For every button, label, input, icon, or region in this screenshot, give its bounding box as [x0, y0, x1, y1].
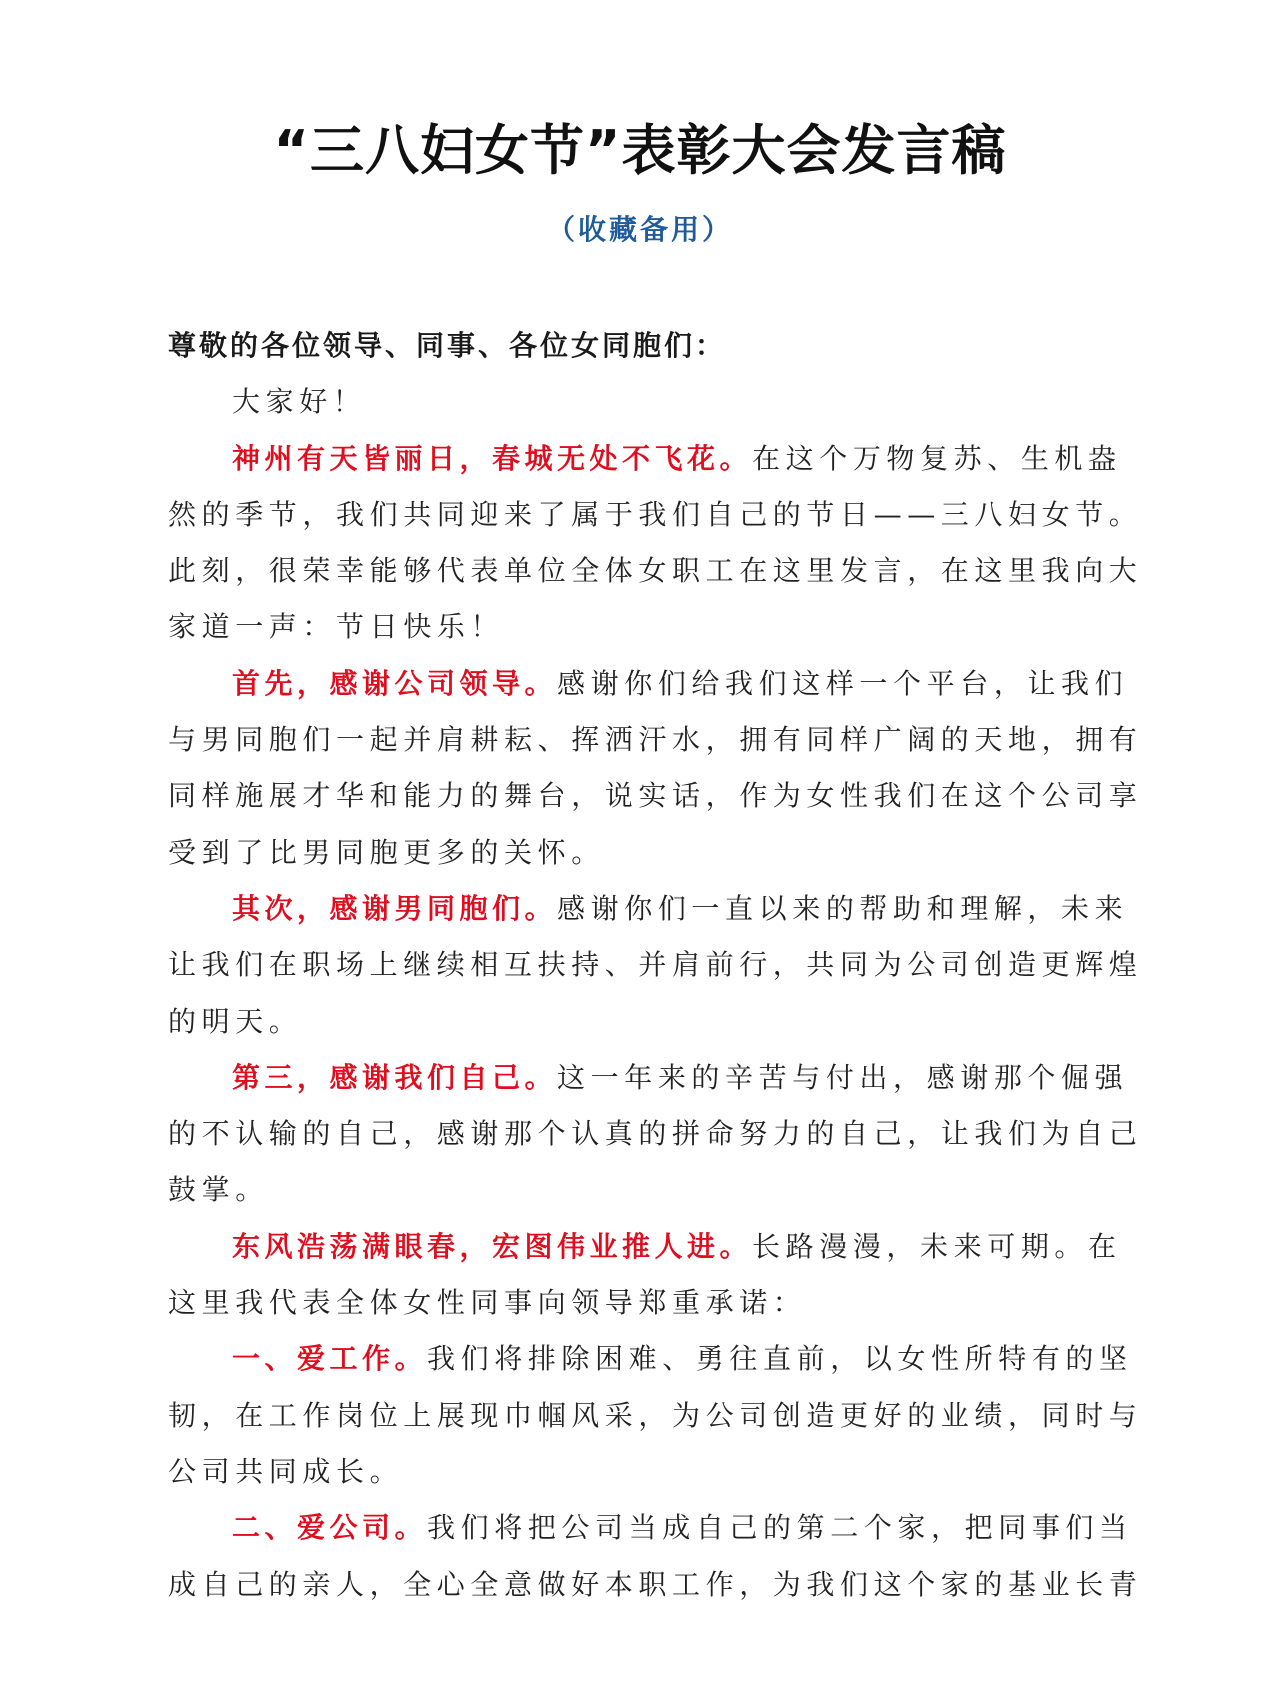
salutation: 尊敬的各位领导、同事、各位女同胞们：	[168, 329, 727, 362]
text-line	[168, 712, 1143, 768]
highlight-heading: 其次，感谢男同胞们。	[232, 891, 558, 925]
highlight-heading: 一、爱工作。	[232, 1342, 428, 1376]
body-text: 我们将排除困难、勇往直前，以女性所特有的坚	[427, 1342, 1133, 1376]
body-text: 成自己的亲人，全心全意做好本职工作，为我们这个家的基业长青	[168, 1567, 1143, 1601]
text-line	[168, 1500, 1133, 1556]
body-text: 韧，在工作岗位上展现巾帼风采，为公司创造更好的业绩，同时与	[168, 1398, 1143, 1432]
body-text: 家道一声：节日快乐！	[168, 610, 505, 644]
text-line	[168, 1106, 1143, 1162]
text-line	[168, 431, 1122, 487]
text-line	[168, 937, 1143, 993]
body-text: 鼓掌。	[168, 1173, 269, 1207]
body-text: 感谢你们一直以来的帮助和理解，未来	[557, 891, 1129, 925]
text-line	[168, 881, 1129, 937]
body-text: 然的季节，我们共同迎来了属于我们自己的节日——三八妇女节。	[168, 497, 1143, 531]
text-line	[168, 543, 1143, 599]
text-line	[168, 599, 1118, 655]
highlight-heading: 神州有天皆丽日，春城无处不飞花。	[232, 441, 753, 475]
text-line	[168, 1557, 1143, 1613]
text-line	[168, 1219, 1122, 1275]
body-text: 受到了比男同胞更多的关怀。	[168, 835, 605, 869]
body-text: 大家好！	[232, 385, 367, 419]
body-text: 这里我代表全体女性同事向领导郑重承诺：	[168, 1286, 807, 1320]
body-text: 长路漫漫，未来可期。在	[752, 1229, 1122, 1263]
body-text: 让我们在职场上继续相互扶持、并肩前行，共同为公司创造更辉煌	[168, 948, 1143, 982]
text-line	[168, 1444, 1118, 1500]
body-text: 这一年来的辛苦与付出，感谢那个倔强	[557, 1060, 1129, 1094]
text-line	[168, 1275, 1118, 1331]
body-text: 的明天。	[168, 1004, 303, 1038]
speech-body	[168, 318, 1143, 1613]
body-text: 的不认输的自己，感谢那个认真的拼命努力的自己，让我们为自己	[168, 1117, 1143, 1151]
text-line	[168, 825, 1118, 881]
text-line	[168, 1331, 1133, 1387]
highlight-heading: 东风浩荡满眼春，宏图伟业推人进。	[232, 1229, 753, 1263]
body-text: 感谢你们给我们这样一个平台，让我们	[557, 666, 1129, 700]
document-title: “三八妇女节”表彰大会发言稿	[273, 119, 1007, 182]
text-line	[168, 374, 1118, 430]
text-line	[168, 656, 1129, 712]
body-text: 此刻，很荣幸能够代表单位全体女职工在这里发言，在这里我向大	[168, 554, 1143, 588]
body-text: 同样施展才华和能力的舞台，说实话，作为女性我们在这个公司享	[168, 779, 1143, 813]
document-subtitle: （收藏备用）	[546, 213, 733, 246]
text-line	[168, 768, 1143, 824]
body-text: 在这个万物复苏、生机盎	[752, 441, 1122, 475]
text-line	[168, 1388, 1143, 1444]
text-line	[168, 1162, 1118, 1218]
highlight-heading: 第三，感谢我们自己。	[232, 1060, 558, 1094]
body-text: 与男同胞们一起并肩耕耘、挥洒汗水，拥有同样广阔的天地，拥有	[168, 723, 1143, 757]
highlight-heading: 首先，感谢公司领导。	[232, 666, 558, 700]
highlight-heading: 二、爱公司。	[232, 1511, 428, 1545]
text-line	[168, 487, 1143, 543]
text-line	[168, 994, 1118, 1050]
text-line	[168, 1050, 1129, 1106]
body-text: 公司共同成长。	[168, 1454, 404, 1488]
paragraph-lines	[168, 374, 1143, 1613]
body-text: 我们将把公司当成自己的第二个家，把同事们当	[427, 1511, 1133, 1545]
